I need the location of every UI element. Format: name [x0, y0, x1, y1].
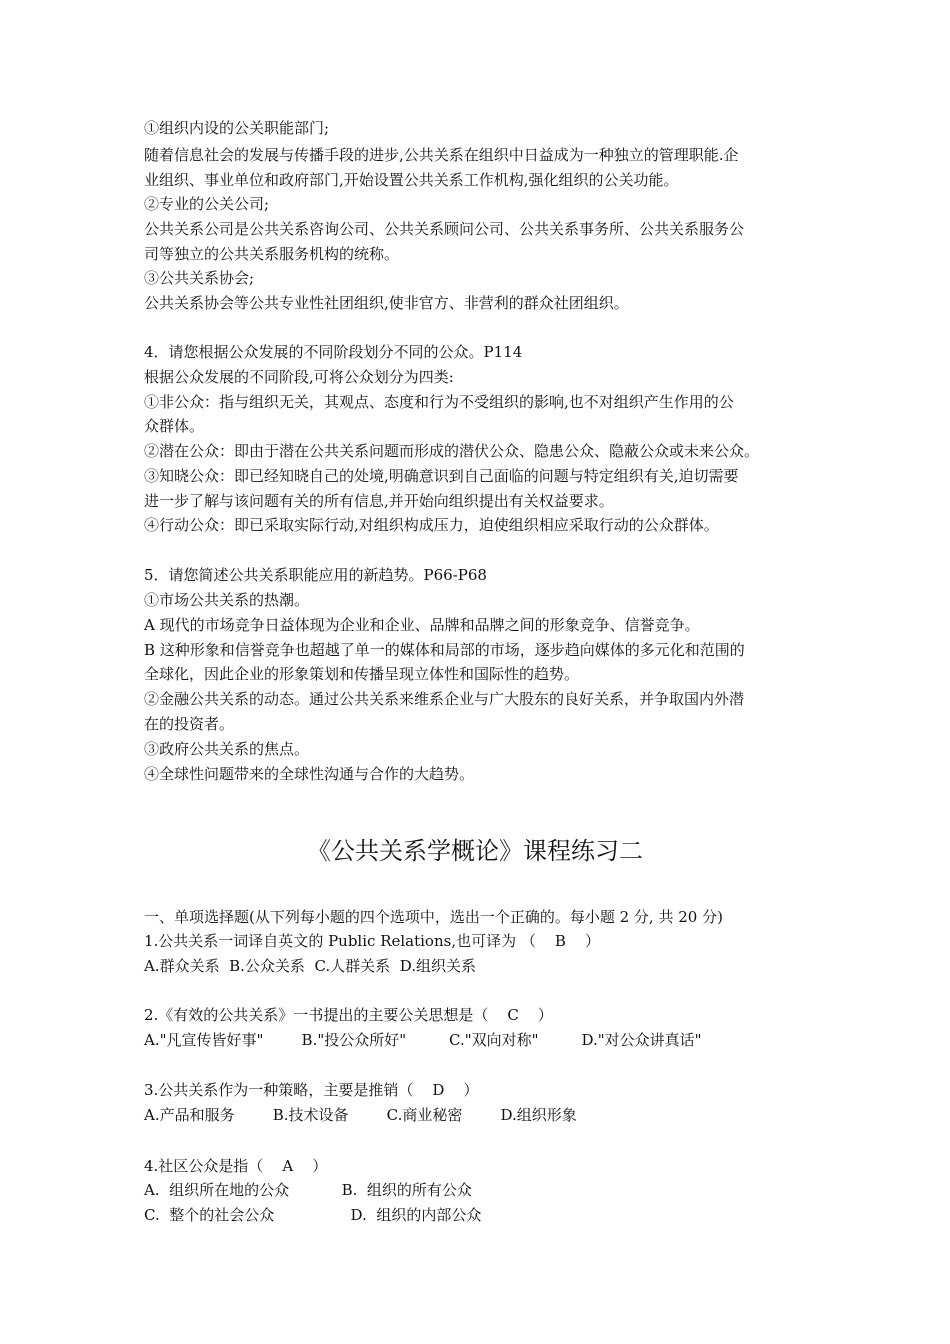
text-line: 根据公众发展的不同阶段,可将公众划分为四类:	[144, 368, 454, 386]
text-line: 业组织、事业单位和政府部门,开始设置公共关系工作机构,强化组织的公关功能。	[144, 171, 679, 189]
options-line: A."凡宣传皆好事" B."投公众所好" C."双向对称" D."对公众讲真话"	[144, 1031, 702, 1049]
text-line: ②专业的公关公司;	[144, 195, 270, 213]
text-line: B 这种形象和信誉竞争也超越了单一的媒体和局部的市场，逐步趋向媒体的多元化和范围的	[144, 641, 745, 659]
text-line: ②金融公共关系的动态。通过公共关系来维系企业与广大股东的良好关系，并争取国内外潜	[144, 690, 745, 708]
options-line: A.群众关系 B.公众关系 C.人群关系 D.组织关系	[144, 957, 476, 975]
question-line: 2.《有效的公共关系》一书提出的主要公关思想是（ C ）	[144, 1006, 553, 1024]
question-heading: 4．请您根据公众发展的不同阶段划分不同的公众。P114	[144, 343, 523, 361]
text-line: ④全球性问题带来的全球性沟通与合作的大趋势。	[144, 765, 475, 783]
text-line: 进一步了解与该问题有关的所有信息,并开始向组织提出有关权益要求。	[144, 492, 614, 510]
text-line: ①市场公共关系的热潮。	[144, 591, 310, 609]
text-line: 公共关系公司是公共关系咨询公司、公共关系顾问公司、公共关系事务所、公共关系服务公	[144, 220, 745, 238]
question-heading: 5．请您简述公共关系职能应用的新趋势。P66-P68	[144, 566, 487, 584]
question-line: 4.社区公众是指（ A ）	[144, 1157, 328, 1175]
text-line: 随着信息社会的发展与传播手段的进步,公共关系在组织中日益成为一种独立的管理职能.企	[144, 146, 739, 164]
text-line: 众群体。	[144, 417, 205, 435]
text-line: A 现代的市场竞争日益体现为企业和企业、品牌和品牌之间的形象竞争、信誉竞争。	[144, 616, 700, 634]
section-title: 《公共关系学概论》课程练习二	[307, 837, 643, 865]
text-line: 全球化，因此企业的形象策划和传播呈现立体性和国际性的趋势。	[144, 665, 580, 683]
text-line: ②潜在公众：即由于潜在公共关系问题而形成的潜伏公众、隐患公众、隐蔽公众或未来公众。	[144, 442, 760, 460]
options-line: A.产品和服务 B.技术设备 C.商业秘密 D.组织形象	[144, 1106, 577, 1124]
options-line: A. 组织所在地的公众 B. 组织的所有公众	[144, 1181, 472, 1199]
text-line: ③知晓公众：即已经知晓自己的处境,明确意识到自己面临的问题与特定组织有关,迫切需要	[144, 467, 739, 485]
text-line: ①非公众：指与组织无关，其观点、态度和行为不受组织的影响,也不对组织产生作用的公	[144, 393, 734, 411]
options-line: C. 整个的社会公众 D. 组织的内部公众	[144, 1206, 482, 1224]
text-line: ③公共关系协会;	[144, 269, 255, 287]
text-line: 司等独立的公共关系服务机构的统称。	[144, 245, 400, 263]
question-line: 3.公共关系作为一种策略，主要是推销（ D ）	[144, 1081, 479, 1099]
text-line: ①组织内设的公关职能部门;	[144, 119, 330, 137]
text-line: ④行动公众：即已采取实际行动,对组织构成压力，迫使组织相应采取行动的公众群体。	[144, 516, 719, 534]
question-line: 1.公共关系一词译自英文的 Public Relations,也可译为 （ B ）	[144, 932, 601, 950]
section-instructions: 一、单项选择题(从下列每小题的四个选项中，选出一个正确的。每小题 2 分, 共 20 分)	[144, 908, 723, 926]
text-line: 在的投资者。	[144, 715, 235, 733]
text-line: 公共关系协会等公共专业性社团组织,使非官方、非营利的群众社团组织。	[144, 294, 629, 312]
text-line: ③政府公共关系的焦点。	[144, 740, 310, 758]
